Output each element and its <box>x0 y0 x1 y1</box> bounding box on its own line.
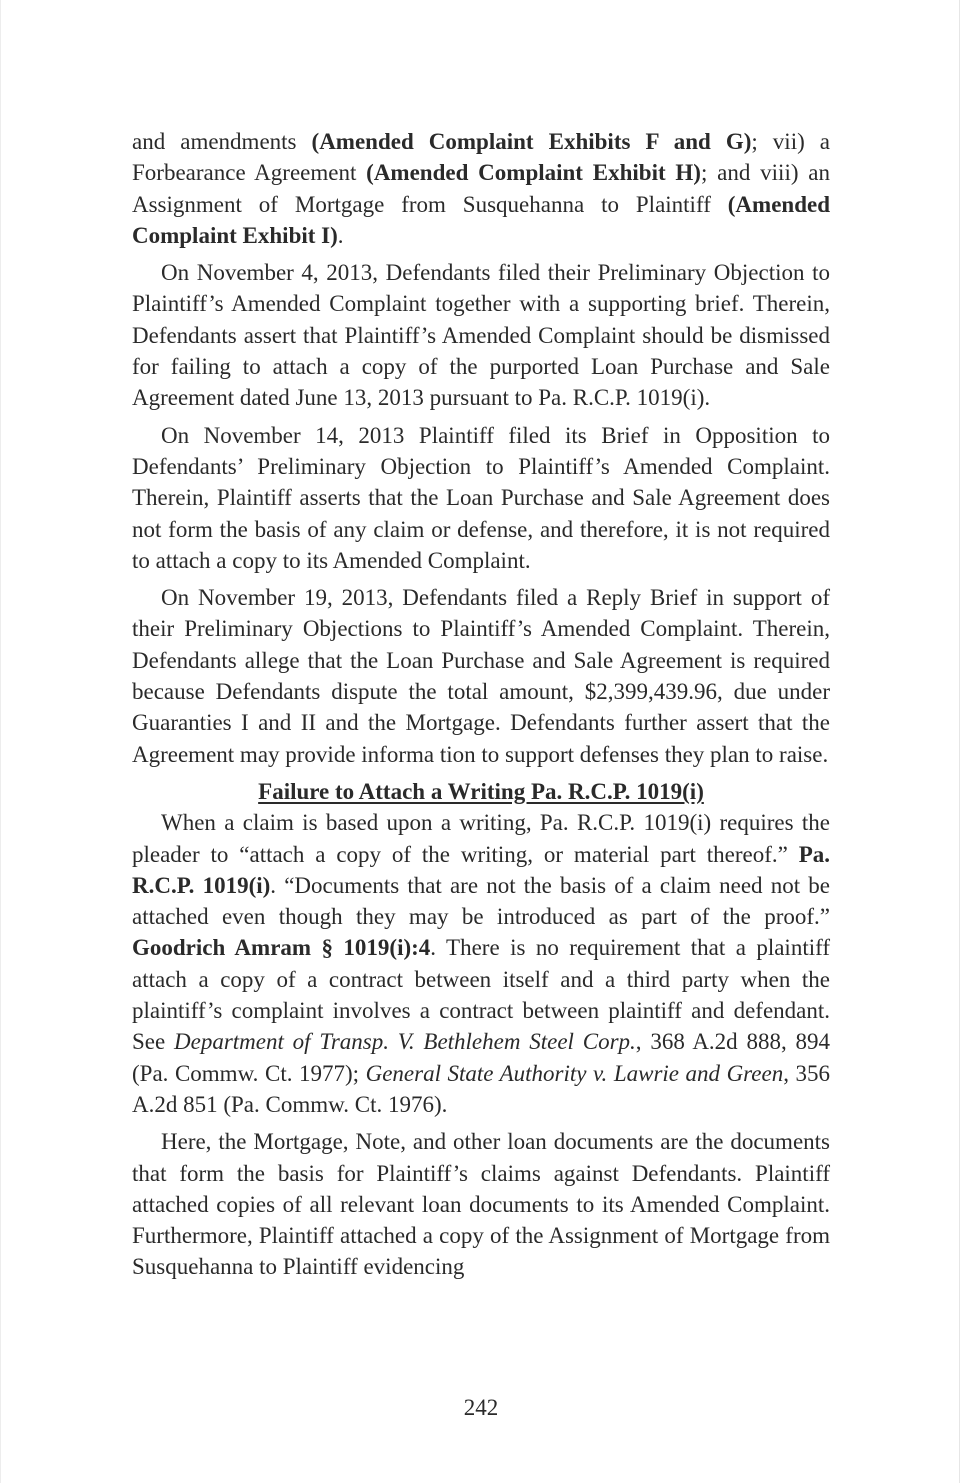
p1-text-2: ; vii) a Forbearance Agreement <box>132 129 830 186</box>
p1-bold-exhibits-f-g: (Amended Complaint Exhibits F and G) <box>311 129 752 154</box>
p1-bold-exhibit-h: (Amended Complaint Exhibit H) <box>366 160 701 186</box>
p5-text-3: . There is no requirement that a plaintiff attach a copy of a contract between itself and a third party when the plaintiff’s complaint involves a contract between plaintiff and defendant. See <box>132 935 830 1055</box>
paragraph-nov-14: On November 14, 2013 Plaintiff filed its Brief in Opposition to Defendants’ Preliminary Objection to Plaintiff’s Amended Complaint. Therein, Plaintiff asserts that the Loan Purchase and Sale Agreement does not form the basis of any claim or defense, and therefore, it is not required to attach a copy to its Amended Complaint. <box>132 422 830 573</box>
p5-text-5: , 356 A.2d 851 (Pa. Commw. Ct. 1976). <box>132 1060 830 1117</box>
paragraph-here-mortgage: Here, the Mortgage, Note, and other loan documents are the documents that form the basis for Plaintiff’s claims against Defendants. Plaintiff attached copies of all relevant loan documents to its Amended Complaint. Furthermore, Plaintiff attached a copy of the Assignment of Mortgage from Susquehanna to Plaintiff evidencing <box>132 1129 830 1280</box>
p5-bold-rule-cite: Pa. R.C.P. 1019(i) <box>132 841 830 898</box>
p1-text-4: . <box>337 222 344 248</box>
p1-text-1: and amendments <box>132 129 312 154</box>
p5-text-1: When a claim is based upon a writing, Pa. R.C.P. 1019(i) requires the pleader to “attach a copy of the writing, or material part thereof.” <box>132 810 830 867</box>
paragraph-exhibits-continued <box>132 126 830 251</box>
p1-text-3: ; and viii) an Assignment of Mortgage from Susquehanna to Plaintiff <box>132 160 830 217</box>
body-text <box>132 126 830 1289</box>
paragraph-rule-1019 <box>132 807 830 1120</box>
p5-text-2: . “Documents that are not the basis of a claim need not be attached even though they may be introduced as part of the proof.” <box>132 872 830 930</box>
paragraph-nov-19: On November 19, 2013, Defendants filed a Reply Brief in support of their Preliminary Objections to Plaintiff’s Amended Complaint. Therein, Defendants allege that the Loan Purchase and Sale Agreement is required because Defendants dispute the total amount, $2,399,439.96, due under Guaranties I and II and the Mortgage. Defendants further assert that the Agreement may provide informa tion to support defenses they plan to raise. <box>132 585 830 767</box>
p5-text-4: , 368 A.2d 888, 894 (Pa. Commw. Ct. 1977); <box>132 1029 831 1086</box>
p5-case-bethlehem: Department of Transp. V. Bethlehem Steel Corp. <box>174 1029 636 1055</box>
page-number: 242 <box>463 1395 499 1420</box>
p1-bold-exhibit-i: (Amended Complaint Exhibit I) <box>132 191 830 248</box>
section-heading: Failure to Attach a Writing Pa. R.C.P. 1019(i) <box>258 778 704 804</box>
paragraph-nov-4: On November 4, 2013, Defendants filed their Preliminary Objection to Plaintiff’s Amended Complaint together with a supporting brief. Therein, Defendants assert that Plaintiff’s Amended Complaint should be dismissed for failing to attach a copy of the purported Loan Purchase and Sale Agreement dated June 13, 2013 pursuant to Pa. R.C.P. 1019(i). <box>132 260 830 411</box>
p5-bold-goodrich-cite: Goodrich Amram § 1019(i):4 <box>132 935 431 961</box>
p5-case-lawrie: General State Authority v. Lawrie and Green <box>365 1060 784 1086</box>
